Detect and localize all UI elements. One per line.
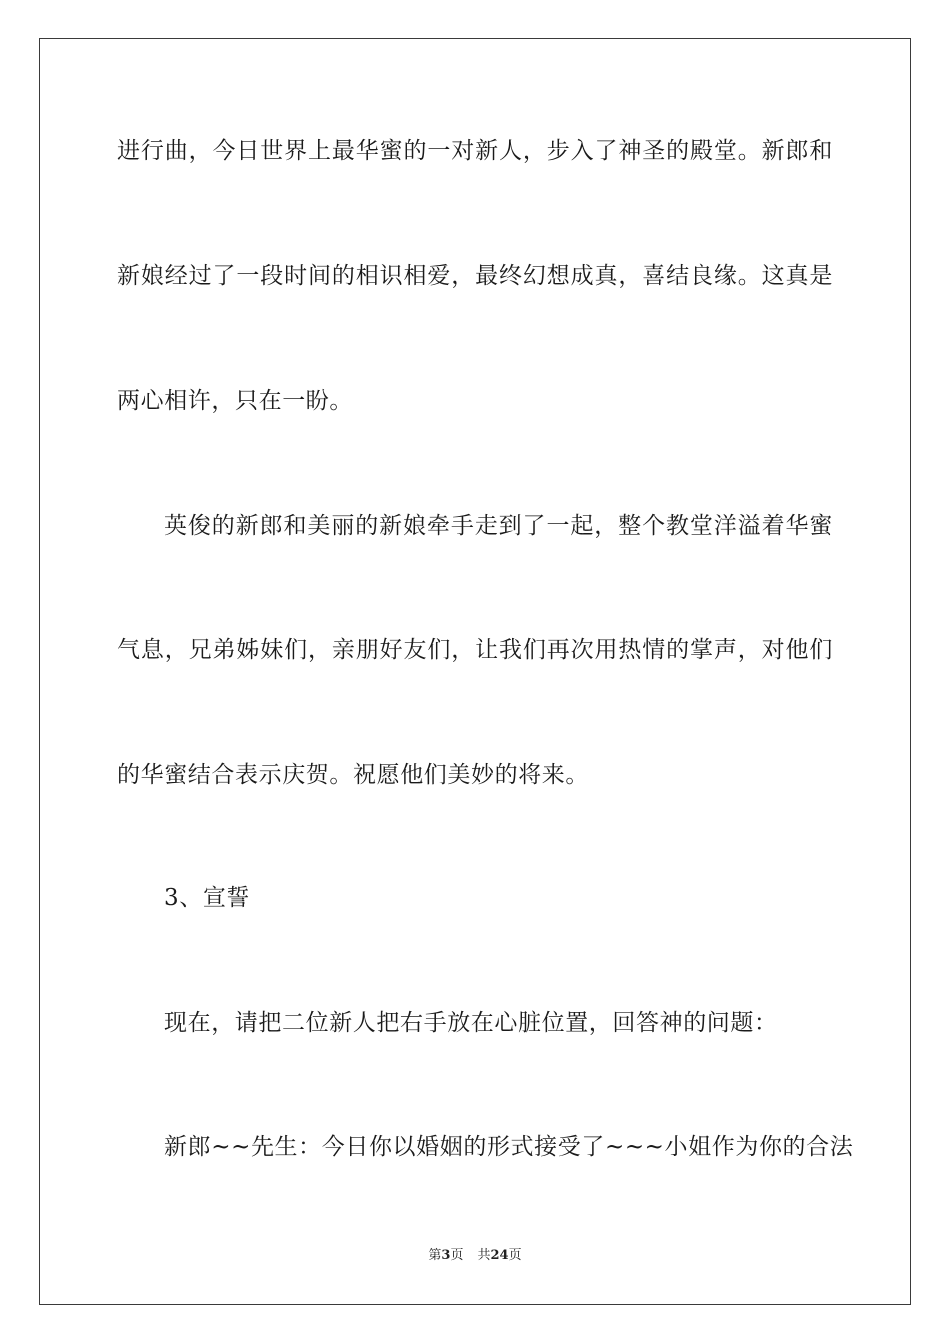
paragraph-2-line-2: 气息，兄弟姊妹们，亲朋好友们，让我们再次用热情的掌声，对他们	[117, 637, 833, 663]
footer-total-pages: 24	[490, 1248, 509, 1263]
paragraph-3-line-1: 现在，请把二位新人把右手放在心脏位置，回答神的问题：	[164, 1010, 778, 1036]
footer-page-prefix: 第	[428, 1248, 442, 1263]
paragraph-1-line-2: 新娘经过了一段时间的相识相爱，最终幻想成真，喜结良缘。这真是	[117, 263, 833, 289]
footer-page-suffix: 页	[450, 1248, 464, 1263]
paragraph-2-line-3: 的华蜜结合表示庆贺。祝愿他们美妙的将来。	[117, 762, 589, 788]
footer-page-number: 3	[441, 1248, 451, 1263]
section-heading-vows: 3、宣誓	[164, 885, 251, 911]
page-border	[39, 38, 911, 1305]
page-footer	[0, 1247, 950, 1265]
footer-total-suffix: 页	[508, 1248, 522, 1263]
paragraph-2-line-1: 英俊的新郎和美丽的新娘牵手走到了一起，整个教堂洋溢着华蜜	[164, 513, 833, 539]
paragraph-4-line-1: 新郎~~先生：今日你以婚姻的形式接受了~~~小姐作为你的合法	[164, 1134, 854, 1160]
footer-total-prefix: 共	[477, 1248, 491, 1263]
paragraph-1-line-3: 两心相许，只在一盼。	[117, 388, 353, 414]
paragraph-1-line-1: 进行曲，今日世界上最华蜜的一对新人，步入了神圣的殿堂。新郎和	[117, 138, 833, 164]
